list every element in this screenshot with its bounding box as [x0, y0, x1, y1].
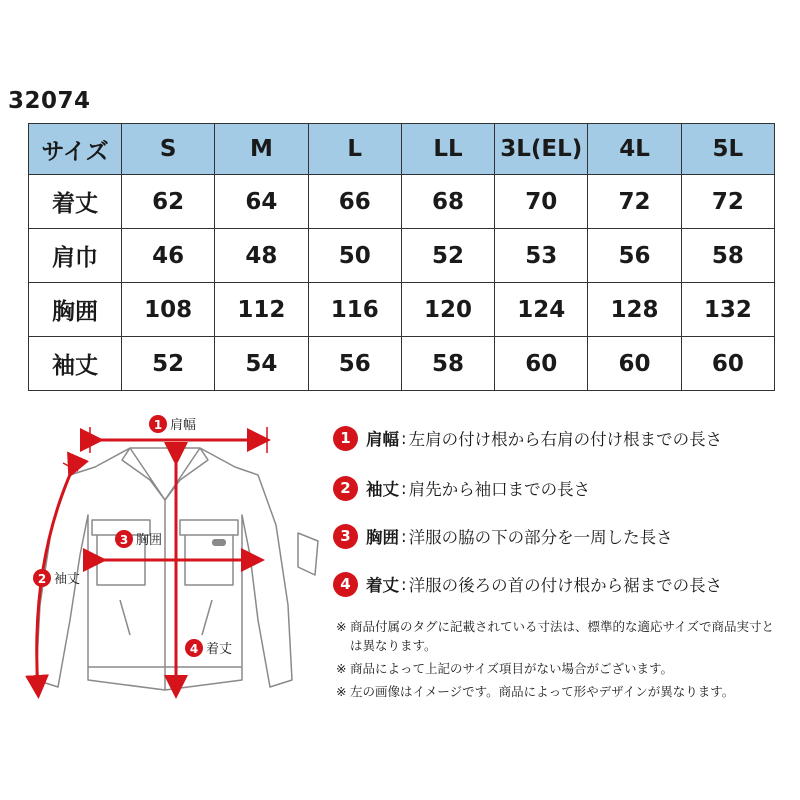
table-cell: 52	[122, 337, 215, 391]
table-cell: 48	[215, 229, 308, 283]
table-row	[29, 175, 775, 229]
diagram-label-text: 胸囲	[136, 533, 163, 548]
note-text: 左の画像はイメージです。商品によって形やデザインが異なります。	[350, 684, 735, 699]
legend-term: 袖丈	[366, 480, 399, 499]
row-label: 着丈	[29, 175, 122, 229]
table-cell: 53	[495, 229, 588, 283]
legend-term: 胸囲	[366, 528, 399, 547]
size-col-header: S	[122, 124, 215, 175]
legend-badge: 1	[333, 426, 358, 451]
size-header-label: サイズ	[29, 124, 122, 175]
legend-colon: :	[401, 428, 407, 448]
diagram-badge-num: 2	[37, 572, 47, 586]
jacket-diagram	[0, 405, 330, 705]
table-cell: 54	[215, 337, 308, 391]
legend-badge: 4	[333, 572, 358, 597]
note-item	[336, 659, 784, 678]
row-label: 肩巾	[29, 229, 122, 283]
diagram-badge-num: 4	[189, 642, 199, 656]
diagram-label-text: 肩幅	[170, 418, 197, 433]
table-cell: 60	[588, 337, 681, 391]
table-cell: 46	[122, 229, 215, 283]
legend-term: 着丈	[366, 576, 399, 595]
table-row	[29, 229, 775, 283]
note-mark: ※	[336, 684, 347, 699]
legend-item	[333, 523, 673, 549]
legend-colon: :	[401, 526, 407, 546]
product-code: 32074	[8, 88, 91, 114]
legend-colon: :	[401, 574, 407, 594]
table-cell: 124	[495, 283, 588, 337]
notes	[336, 617, 784, 705]
table-cell: 68	[401, 175, 494, 229]
table-cell: 64	[215, 175, 308, 229]
table-cell: 128	[588, 283, 681, 337]
table-cell: 72	[588, 175, 681, 229]
row-label: 胸囲	[29, 283, 122, 337]
table-row	[29, 283, 775, 337]
diagram-label-sleeve	[33, 569, 80, 587]
legend-term: 肩幅	[366, 430, 399, 449]
table-cell: 72	[681, 175, 774, 229]
legend-desc: 肩先から袖口までの長さ	[408, 480, 591, 499]
size-col-header: 3L(EL)	[495, 124, 588, 175]
size-col-header: L	[308, 124, 401, 175]
size-col-header: 5L	[681, 124, 774, 175]
legend-colon: :	[401, 478, 407, 498]
diagram-label-length	[185, 639, 232, 657]
table-cell: 132	[681, 283, 774, 337]
table-cell: 108	[122, 283, 215, 337]
legend-desc: 洋服の後ろの首の付け根から裾までの長さ	[408, 576, 723, 595]
legend-item	[333, 475, 590, 501]
legend-badge: 2	[333, 476, 358, 501]
table-cell: 50	[308, 229, 401, 283]
size-col-header: M	[215, 124, 308, 175]
table-cell: 62	[122, 175, 215, 229]
row-label: 袖丈	[29, 337, 122, 391]
note-mark: ※	[336, 661, 347, 676]
table-row	[29, 337, 775, 391]
table-cell: 112	[215, 283, 308, 337]
table-cell: 58	[681, 229, 774, 283]
note-item	[336, 682, 784, 701]
diagram-label-shoulder	[149, 415, 196, 433]
note-mark: ※	[336, 619, 347, 634]
table-cell: 60	[681, 337, 774, 391]
table-cell: 60	[495, 337, 588, 391]
table-cell: 52	[401, 229, 494, 283]
diagram-label-chest	[115, 530, 162, 548]
legend-badge: 3	[333, 524, 358, 549]
diagram-badge-num: 1	[153, 418, 163, 432]
note-item	[336, 617, 784, 655]
table-cell: 116	[308, 283, 401, 337]
legend-desc: 左肩の付け根から右肩の付け根までの長さ	[408, 430, 723, 449]
table-cell: 70	[495, 175, 588, 229]
pocket-button-icon	[212, 539, 226, 546]
note-text: 商品によって上記のサイズ項目がない場合がございます。	[350, 661, 674, 676]
diagram-badge-num: 3	[119, 533, 129, 547]
size-col-header: LL	[401, 124, 494, 175]
size-table	[28, 123, 775, 391]
legend-item	[333, 425, 722, 451]
diagram-label-text: 袖丈	[54, 572, 81, 587]
diagram-label-text: 着丈	[206, 642, 233, 657]
table-cell: 66	[308, 175, 401, 229]
legend-item	[333, 571, 722, 597]
legend-desc: 洋服の脇の下の部分を一周した長さ	[408, 528, 673, 547]
note-text: 商品付属のタグに記載されている寸法は、標準的な適応サイズで商品実寸とは異なります。	[350, 619, 775, 653]
size-header-row	[29, 124, 775, 175]
table-cell: 56	[308, 337, 401, 391]
size-col-header: 4L	[588, 124, 681, 175]
table-cell: 56	[588, 229, 681, 283]
table-cell: 120	[401, 283, 494, 337]
table-cell: 58	[401, 337, 494, 391]
